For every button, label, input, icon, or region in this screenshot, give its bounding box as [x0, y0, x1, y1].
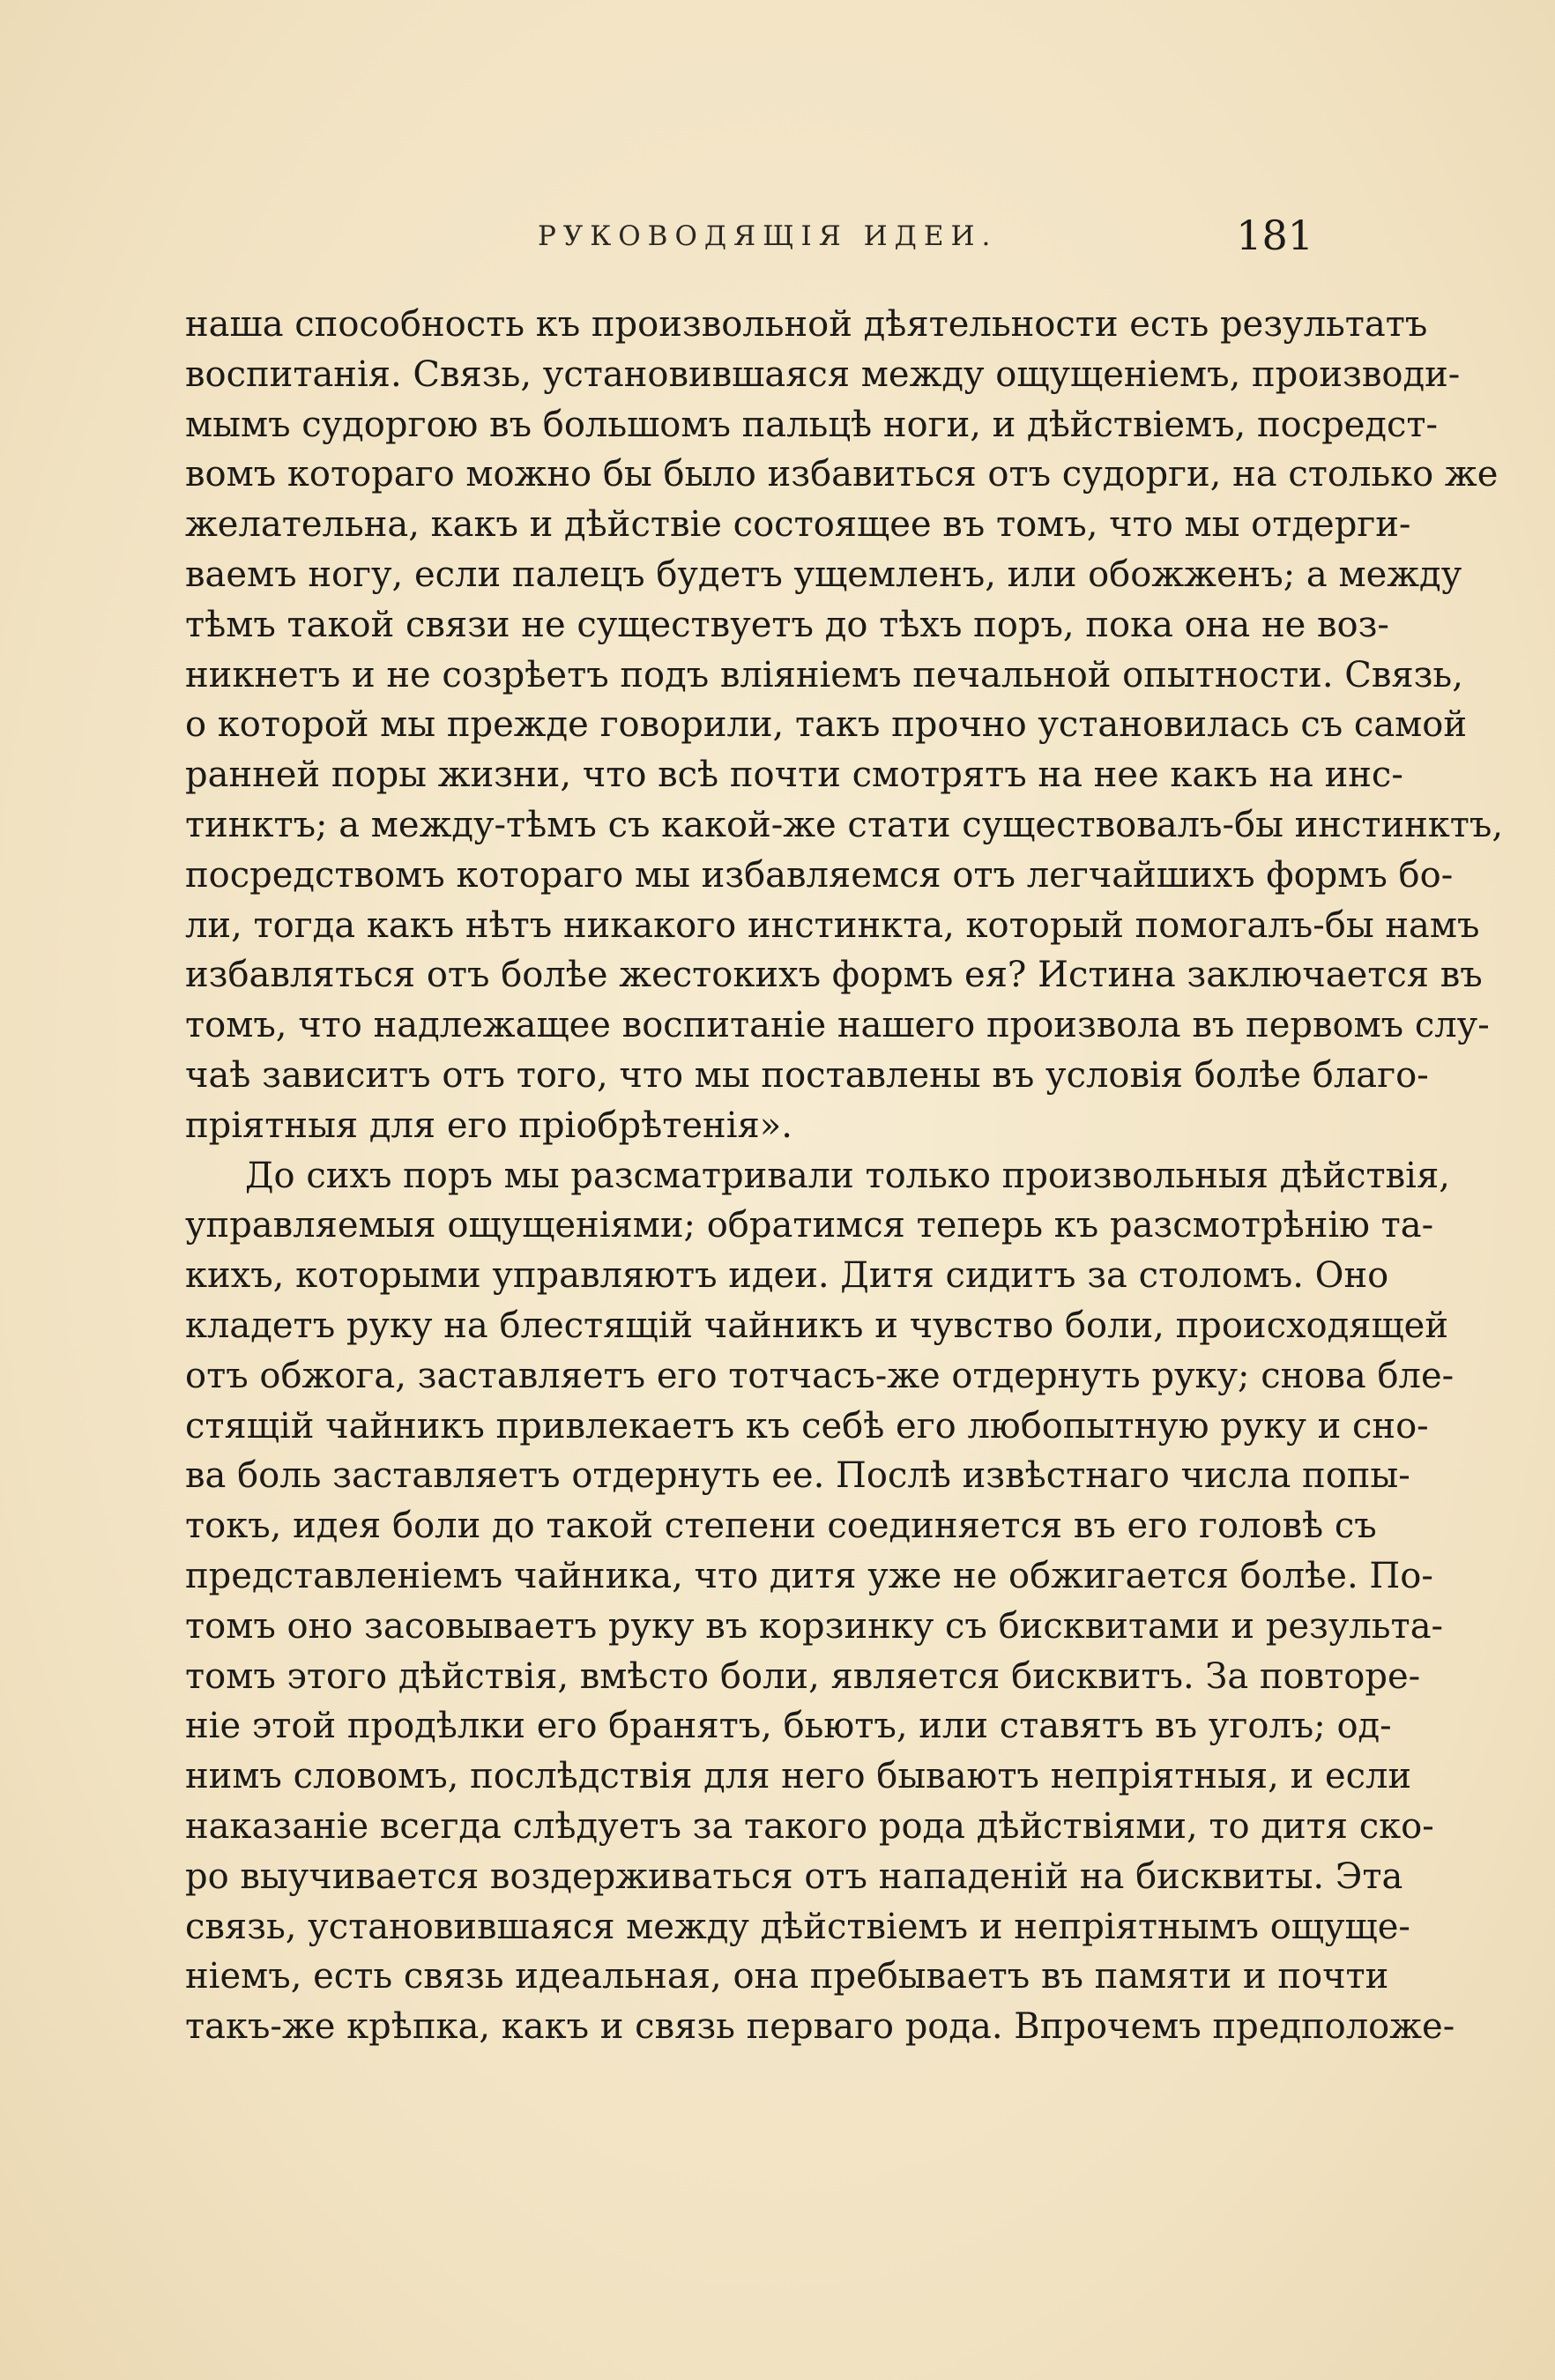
text-line: стящій чайникъ привлекаетъ къ себѣ его любопытную руку и сно- — [185, 1405, 1429, 1447]
text-line: томъ оно засовываетъ руку въ корзинку съ бисквитами и результа- — [185, 1605, 1444, 1647]
text-line: наша способность къ произвольной дѣятельности есть результатъ — [185, 304, 1428, 345]
text-line: ваемъ ногу, если палецъ будетъ ущемленъ, или обожженъ; а между — [185, 554, 1462, 595]
text-line: о которой мы прежде говорили, такъ прочно установилась съ самой — [185, 704, 1468, 746]
paragraph-2 — [185, 1151, 1455, 2052]
text-line: посредствомъ котораго мы избавляемся отъ легчайшихъ формъ бо- — [185, 854, 1454, 896]
text-line: ли, тогда какъ нѣтъ никакого инстинкта, который помогалъ-бы намъ — [185, 904, 1480, 946]
body-text — [185, 300, 1504, 2063]
text-line: токъ, идея боли до такой степени соединяется въ его головѣ съ — [185, 1506, 1377, 1547]
running-title: РУКОВОДЯЩІЯ ИДЕИ. — [538, 220, 998, 252]
text-line: нимъ словомъ, послѣдствія для него бываютъ непріятныя, и если — [185, 1756, 1412, 1797]
text-line: мымъ судоргою въ большомъ пальцѣ ноги, и дѣйствіемъ, посредст- — [185, 404, 1439, 445]
text-line: кихъ, которыми управляютъ идеи. Дитя сидитъ за столомъ. Оно — [185, 1255, 1389, 1297]
text-line: никнетъ и не созрѣетъ подъ вліяніемъ печальной опытности. Связь, — [185, 654, 1463, 695]
text-line: вомъ котораго можно бы было избавиться отъ судорги, на столько же — [185, 454, 1499, 495]
text-line: тинктъ; а между-тѣмъ съ какой-же стати существовалъ-бы инстинктъ, — [185, 804, 1504, 845]
text-line: чаѣ зависитъ отъ того, что мы поставлены въ условія болѣе благо- — [185, 1054, 1429, 1096]
text-line: ніемъ, есть связь идеальная, она пребываетъ въ памяти и почти — [185, 1956, 1389, 1997]
text-line: ранней поры жизни, что всѣ почти смотрятъ на нее какъ на инс- — [185, 755, 1403, 796]
text-line: ва боль заставляетъ отдернуть ее. Послѣ извѣстнаго числа попы- — [185, 1455, 1410, 1497]
text-line: такъ-же крѣпка, какъ и связь перваго рода. Впрочемъ предположе- — [185, 2006, 1455, 2048]
page-number: 181 — [1236, 212, 1313, 259]
text-line: наказаніе всегда слѣдуетъ за такого рода дѣйствіями, то дитя ско- — [185, 1805, 1434, 1847]
text-line: отъ обжога, заставляетъ его тотчасъ-же отдернуть руку; снова бле- — [185, 1355, 1455, 1396]
text-line: кладетъ руку на блестящій чайникъ и чувство боли, происходящей — [185, 1305, 1449, 1346]
text-line: тѣмъ такой связи не существуетъ до тѣхъ поръ, пока она не воз- — [185, 604, 1389, 645]
text-line: ніе этой продѣлки его бранятъ, бьютъ, или ставятъ въ уголъ; од- — [185, 1706, 1392, 1747]
text-line: управляемыя ощущеніями; обратимся теперь къ разсмотрѣнію та- — [185, 1205, 1434, 1246]
page-header — [185, 212, 1313, 264]
text-line: избавляться отъ болѣе жестокихъ формъ ея? Истина заключается въ — [185, 955, 1483, 996]
text-line: томъ, что надлежащее воспитаніе нашего произвола въ первомъ слу- — [185, 1005, 1490, 1046]
text-line: пріятныя для его пріобрѣтенія». — [185, 1104, 792, 1146]
text-line: До сихъ поръ мы разсматривали только произвольныя дѣйствія, — [245, 1155, 1450, 1196]
text-line: томъ этого дѣйствія, вмѣсто боли, является бисквитъ. За повторе- — [185, 1655, 1421, 1697]
text-line: желательна, какъ и дѣйствіе состоящее въ томъ, что мы отдерги- — [185, 504, 1411, 546]
paragraph-1 — [185, 300, 1504, 1151]
text-line: ро выучивается воздерживаться отъ нападеній на бисквиты. Эта — [185, 1856, 1403, 1897]
text-line: связь, установившаяся между дѣйствіемъ и непріятнымъ ощуще- — [185, 1906, 1410, 1947]
text-line: представленіемъ чайника, что дитя уже не обжигается болѣе. По- — [185, 1555, 1433, 1596]
text-line: воспитанія. Связь, установившаяся между ощущеніемъ, производи- — [185, 353, 1461, 395]
